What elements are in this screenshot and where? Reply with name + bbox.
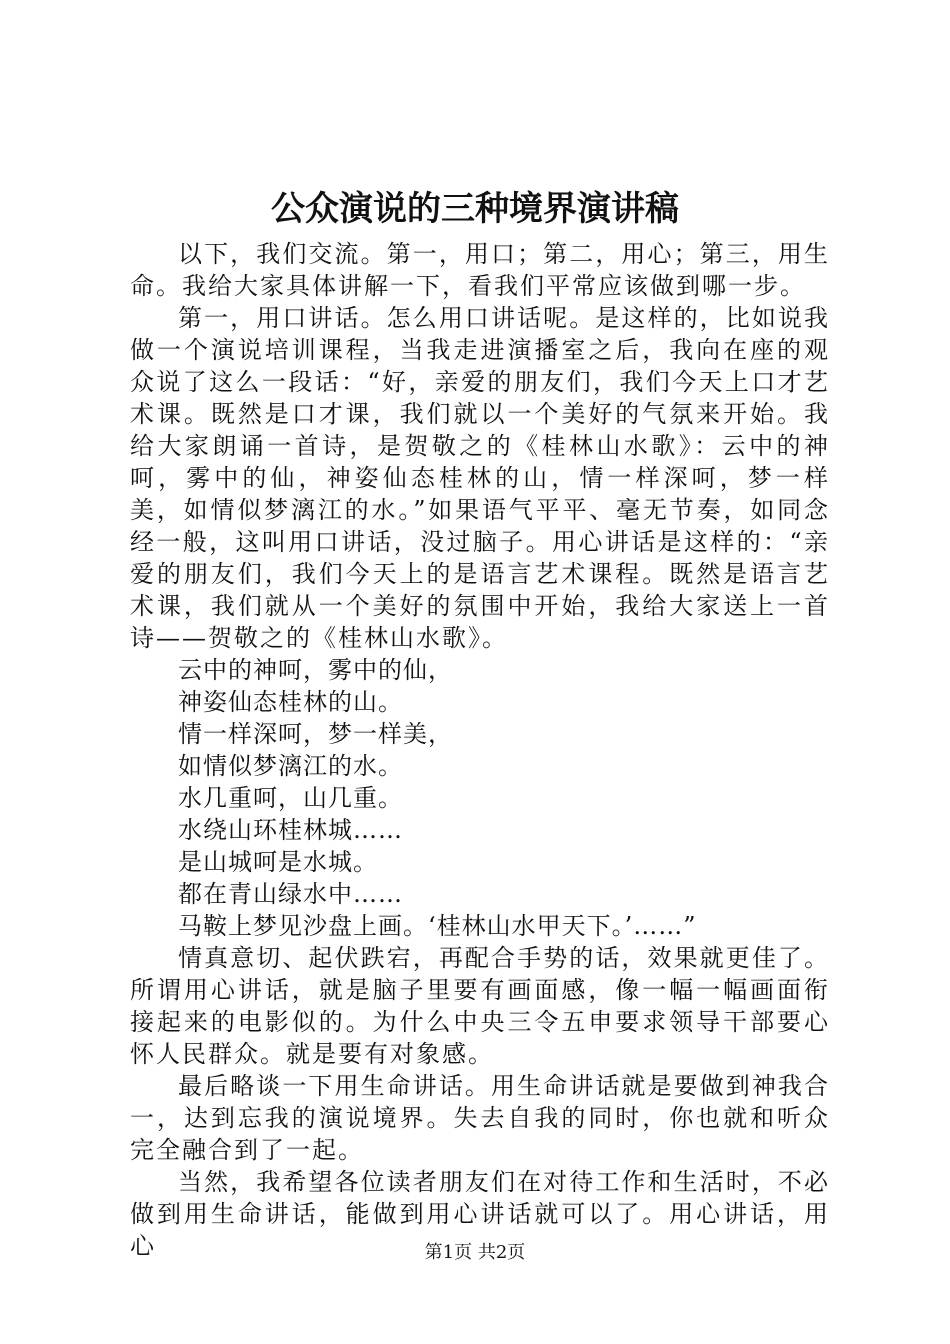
paragraph: 以下，我们交流。第一，用口；第二，用心；第三，用生命。我给大家具体讲解一下，看我们平常应该做到哪一步。 — [130, 240, 830, 300]
paragraph: 最后略谈一下用生命讲话。用生命讲话就是要做到神我合一，达到忘我的演说境界。失去自我的同时，你也就和听众完全融合到了一起。 — [130, 1072, 830, 1164]
paragraph: 当然，我希望各位读者朋友们在对待工作和生活时，不必做到用生命讲话，能做到用心讲话就可以了。用心讲话，用心 — [130, 1168, 830, 1260]
poem-line: 马鞍上梦见沙盘上画。‘桂林山水甲天下。’……” — [178, 912, 697, 940]
poem-block — [130, 654, 830, 942]
poem-line: 如情似梦漓江的水。 — [178, 752, 403, 780]
poem-line: 水绕山环桂林城…… — [178, 816, 403, 844]
paragraph: 情真意切、起伏跌宕，再配合手势的话，效果就更佳了。所谓用心讲话，就是脑子里要有画面感，像一幅一幅画面衔接起来的电影似的。为什么中央三令五申要求领导干部要心怀人民群众。就是要有对象感。 — [130, 944, 830, 1068]
poem-line: 情一样深呵，梦一样美， — [178, 720, 453, 748]
document-body — [130, 238, 830, 1262]
poem-line: 云中的神呵，雾中的仙， — [178, 656, 453, 684]
poem-line: 神姿仙态桂林的山。 — [178, 688, 403, 716]
document-title: 公众演说的三种境界演讲稿 — [271, 189, 679, 229]
poem-line: 水几重呵，山几重。 — [178, 784, 403, 812]
poem-line: 是山城呵是水城。 — [178, 848, 378, 876]
paragraph: 第一，用口讲话。怎么用口讲话呢。是这样的，比如说我做一个演说培训课程，当我走进演播室之后，我向在座的观众说了这么一段话：“好，亲爱的朋友们，我们今天上口才艺术课。既然是口才课，我们就以一个美好的气氛来开始。我给大家朗诵一首诗，是贺敬之的《桂林山水歌》：云中的神呵，雾中的仙，神姿仙态桂林的山，情一样深呵，梦一样美，如情似梦漓江的水。”如果语气平平、毫无节奏，如同念经一般，这叫用口讲话，没过脑子。用心讲话是这样的：“亲爱的朋友们，我们今天上的是语言艺术课程。既然是语言艺术课，我们就从一个美好的氛围中开始，我给大家送上一首诗——贺敬之的《桂林山水歌》。 — [130, 304, 830, 652]
poem-line: 都在青山绿水中…… — [178, 880, 403, 908]
page-number-footer: 第1页 共2页 — [424, 1242, 526, 1263]
